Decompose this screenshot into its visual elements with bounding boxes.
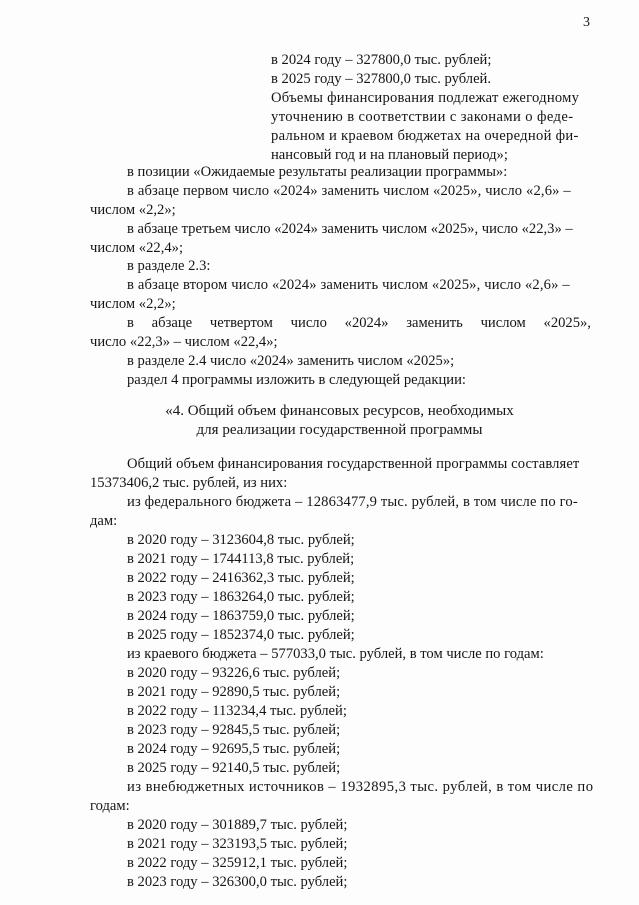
year-line: в 2022 году – 113234,4 тыс. рублей; — [127, 703, 347, 719]
year-line: в 2022 году – 325912,1 тыс. рублей; — [127, 855, 348, 871]
text-line: число «22,3» – числом «22,4»; — [90, 334, 278, 350]
section-heading-line-2: для реализации государственной программы — [196, 422, 483, 438]
year-line: в 2023 году – 1863264,0 тыс. рублей; — [127, 589, 355, 605]
text-line: в позиции «Ожидаемые результаты реализации программы»: — [127, 164, 508, 180]
word: в — [127, 315, 134, 331]
word: «2025», — [543, 315, 591, 331]
text-line: в абзаце третьем число «2024» заменить числом «2025», число «22,3» – — [127, 221, 573, 237]
year-line: в 2020 году – 301889,7 тыс. рублей; — [127, 817, 348, 833]
page-number: 3 — [583, 15, 590, 30]
text-line: числом «22,4»; — [90, 240, 183, 256]
word: «2024» — [344, 315, 389, 331]
year-line: в 2021 году – 92890,5 тыс. рублей; — [127, 684, 341, 700]
word: заменить — [406, 315, 463, 331]
text-line: из внебюджетных источников – 1932895,3 тыс. рублей, в том числе по — [127, 779, 594, 795]
word: абзаце — [151, 315, 193, 331]
text-line: Объемы финансирования подлежат ежегодному — [271, 90, 580, 106]
year-line: в 2025 году – 92140,5 тыс. рублей; — [127, 760, 341, 776]
text-line: раздел 4 программы изложить в следующей редакции: — [127, 372, 466, 388]
year-line: в 2023 году – 326300,0 тыс. рублей; — [127, 874, 348, 890]
text-line: дам: — [90, 513, 118, 529]
text-line: в разделе 2.3: — [127, 258, 211, 274]
text-line: нансовый год и на плановый период»; — [271, 147, 508, 163]
year-line: в 2022 году – 2416362,3 тыс. рублей; — [127, 570, 355, 586]
text-line: в 2025 году – 327800,0 тыс. рублей. — [271, 71, 492, 87]
text-line: в разделе 2.4 число «2024» заменить числом «2025»; — [127, 353, 455, 369]
text-line: в абзаце первом число «2024» заменить числом «2025», число «2,6» – — [127, 183, 571, 199]
text-line: годам: — [90, 798, 130, 814]
text-line: числом «2,2»; — [90, 202, 176, 218]
text-line: в абзаце втором число «2024» заменить числом «2025», число «2,6» – — [127, 277, 570, 293]
section-heading-line-1: «4. Общий объем финансовых ресурсов, необходимых — [165, 403, 514, 419]
text-line: в 2024 году – 327800,0 тыс. рублей; — [271, 52, 492, 68]
year-line: в 2020 году – 3123604,8 тыс. рублей; — [127, 532, 355, 548]
text-line: Общий объем финансирования государственной программы составляет — [127, 456, 580, 472]
justified-line — [90, 315, 591, 332]
year-line: в 2025 году – 1852374,0 тыс. рублей; — [127, 627, 355, 643]
word: четвертом — [209, 315, 273, 331]
year-line: в 2020 году – 93226,6 тыс. рублей; — [127, 665, 341, 681]
word: число — [290, 315, 327, 331]
text-line: ральном и краевом бюджетах на очередной фи- — [271, 128, 579, 144]
text-line: из краевого бюджета – 577033,0 тыс. рублей, в том числе по годам: — [127, 646, 544, 662]
year-line: в 2021 году – 1744113,8 тыс. рублей; — [127, 551, 355, 567]
year-line: в 2021 году – 323193,5 тыс. рублей; — [127, 836, 348, 852]
text-line: 15373406,2 тыс. рублей, из них: — [90, 475, 288, 491]
year-line: в 2024 году – 1863759,0 тыс. рублей; — [127, 608, 355, 624]
word: числом — [480, 315, 526, 331]
year-line: в 2023 году – 92845,5 тыс. рублей; — [127, 722, 341, 738]
text-line: уточнению в соответствии с законами о феде- — [271, 109, 574, 125]
year-line: в 2024 году – 92695,5 тыс. рублей; — [127, 741, 341, 757]
text-line: из федерального бюджета – 12863477,9 тыс. рублей, в том числе по го- — [127, 494, 578, 510]
text-line: числом «2,2»; — [90, 296, 176, 312]
